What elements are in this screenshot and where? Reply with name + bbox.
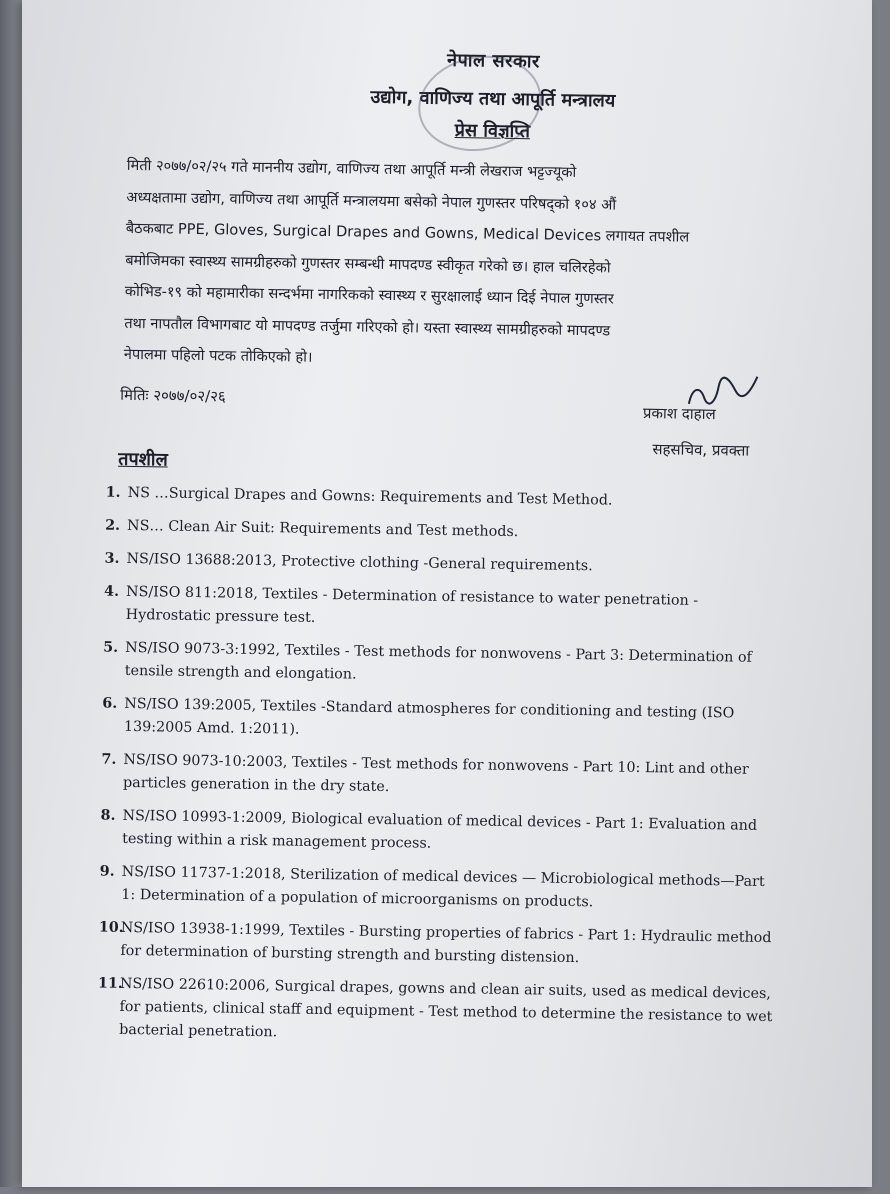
- header-press-release: प्रेस विज्ञप्ति: [454, 120, 531, 143]
- paragraph-line: कोभिड-१९ को महामारीका सन्दर्भमा नागरिकको स्वास्थ्य र सुरक्षालाई ध्यान दिई नेपाल गुणस्तर: [124, 282, 614, 308]
- item-number: 3.: [104, 550, 120, 567]
- item-text: NS/ISO 11737-1:2018, Sterilization of medical devices — Microbiological methods—Part 1: Determination of a population of microorganisms on products.: [121, 863, 765, 911]
- item-number: 10.: [98, 919, 124, 936]
- item-number: 1.: [105, 484, 121, 501]
- item-text: NS/ISO 22610:2006, Surgical drapes, gowns and clean air suits, used as medical devices, for patients, clinical staff and equipment - Test method to determine the resistance to wet bacterial penetration.: [119, 975, 773, 1041]
- list-item: [105, 482, 787, 516]
- item-text: NS/ISO 10993-1:2009, Biological evaluation of medical devices - Part 1: Evaluation and testing within a risk management process.: [122, 807, 758, 852]
- signer-name: प्रकाश दाहाल: [642, 404, 716, 424]
- list-item: [99, 861, 782, 918]
- paragraph-line: तथा नापतौल विभागबाट यो मापदण्ड तर्जुमा गरिएको हो। यस्ता स्वास्थ्य सामग्रीहरुको मापदण्ड: [124, 314, 611, 339]
- item-text: NS/ISO 13938-1:1999, Textiles - Bursting properties of fabrics - Part 1: Hydraulic method for determination of bursting strength and bursting distension.: [120, 919, 772, 967]
- paragraph-line: मिती २०७७/०२/२५ गते माननीय उद्योग, वाणिज्य तथा आपूर्ति मन्त्री लेखराज भट्टज्यूको: [126, 156, 577, 181]
- body-paragraph: [124, 150, 777, 381]
- list-item: [97, 973, 780, 1053]
- standards-list: [97, 482, 788, 1063]
- list-item: [103, 637, 786, 694]
- item-text: NS/ISO 13688:2013, Protective clothing -General requirements.: [126, 550, 593, 575]
- item-number: 4.: [103, 583, 120, 600]
- item-text: NS/ISO 9073-10:2003, Textiles - Test methods for nonwovens - Part 10: Lint and other particles generation in the dry state.: [122, 751, 749, 796]
- list-item: [104, 548, 786, 582]
- item-number: 2.: [105, 517, 121, 534]
- item-number: 9.: [99, 863, 115, 880]
- item-text: NS/ISO 139:2005, Textiles -Standard atmospheres for conditioning and testing (ISO 139:2005 Amd. 1:2011).: [123, 695, 735, 738]
- item-number: 8.: [100, 807, 116, 824]
- list-item: [98, 917, 781, 974]
- item-number: 6.: [102, 695, 118, 712]
- item-number: 5.: [103, 639, 119, 656]
- list-item: [101, 749, 784, 806]
- header-ministry: उद्योग, वाणिज्य तथा आपूर्ति मन्त्रालय: [370, 86, 616, 112]
- list-item: [105, 515, 787, 549]
- issue-date: मितिः २०७७/०२/२६: [120, 385, 226, 406]
- item-number: 7.: [101, 751, 117, 768]
- item-number: 11.: [97, 975, 123, 992]
- item-text: NS/ISO 811:2018, Textiles - Determination of resistance to water penetration - Hydrostatic pressure test.: [125, 583, 699, 626]
- item-text: NS …Surgical Drapes and Gowns: Requirements and Test Method.: [127, 484, 613, 509]
- list-item: [100, 805, 783, 862]
- paragraph-line: बैठकबाट PPE, Gloves, Surgical Drapes and Gowns, Medical Devices लगायत तपशील: [125, 219, 690, 246]
- item-text: NS/ISO 9073-3:1992, Textiles - Test methods for nonwovens - Part 3: Determination of tensile strength and elongation.: [124, 639, 753, 683]
- list-item: [104, 581, 787, 638]
- paragraph-line: बमोजिमका स्वास्थ्य सामग्रीहरुको गुणस्तर सम्बन्धी मापदण्ड स्वीकृत गरेको छ। हाल चलिरहेको: [125, 251, 611, 276]
- signer-role: सहसचिव, प्रवक्ता: [652, 440, 750, 460]
- paragraph-line: अध्यक्षतामा उद्योग, वाणिज्य तथा आपूर्ति मन्त्रालयमा बसेको नेपाल गुणस्तर परिषद्को १०४ औं: [126, 188, 617, 214]
- annex-title: तपशील: [118, 448, 168, 471]
- header-government: नेपाल सरकार: [446, 49, 540, 73]
- paragraph-line: नेपालमा पहिलो पटक तोकिएको हो।: [123, 345, 313, 366]
- item-text: NS… Clean Air Suit: Requirements and Test methods.: [126, 517, 519, 541]
- list-item: [102, 693, 785, 750]
